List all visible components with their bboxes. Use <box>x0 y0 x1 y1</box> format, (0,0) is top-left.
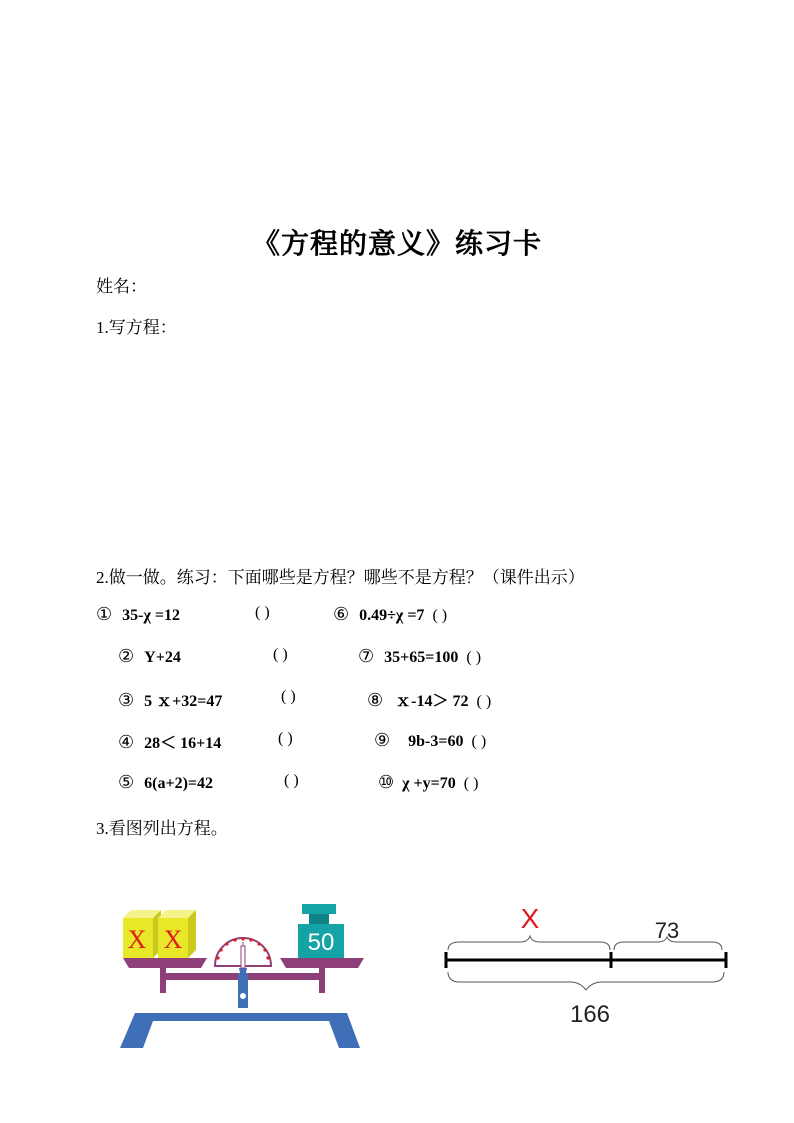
item-expression: 35+65=100 <box>384 649 459 666</box>
answer-blank[interactable]: ( ) <box>476 693 492 710</box>
item-expression: 9b-3=60 <box>408 733 464 750</box>
item-number: ⑤ <box>118 772 135 792</box>
item-expression: 35-χ =12 <box>122 607 180 624</box>
item-expression: Y+24 <box>144 649 181 666</box>
answer-blank[interactable]: ( ) <box>463 775 479 792</box>
answer-blank[interactable]: ( ) <box>432 607 448 624</box>
item-number: ⑥ <box>333 604 350 624</box>
item-number: ④ <box>118 732 135 752</box>
segment-unknown-label: X <box>520 903 540 934</box>
item-number: ① <box>96 604 113 624</box>
segment-diagram <box>440 898 735 1033</box>
item-number: ③ <box>118 690 135 710</box>
section-3-heading: 3.看图列出方程。 <box>96 819 228 838</box>
item-3 <box>118 688 222 711</box>
right-pan <box>280 958 364 968</box>
item-2 <box>118 646 181 667</box>
item-number: ⑩ <box>378 772 395 792</box>
item-expression: χ +y=70 <box>402 775 456 792</box>
answer-blank[interactable]: ( ) <box>255 604 270 621</box>
weight-block <box>298 904 344 958</box>
item-number: ⑨ <box>374 730 391 750</box>
name-label: 姓名： <box>96 277 147 296</box>
item-9 <box>374 730 486 751</box>
answer-blank[interactable]: ( ) <box>471 733 487 750</box>
unknown-box-right <box>158 910 196 958</box>
item-8 <box>367 688 491 711</box>
answer-blank[interactable]: ( ) <box>278 730 293 747</box>
scale-base-inner <box>143 1021 339 1048</box>
item-7 <box>358 646 481 667</box>
item-number: ⑧ <box>367 690 384 710</box>
page-title: 《方程的意义》练习卡 <box>251 229 542 260</box>
item-6 <box>333 604 447 625</box>
item-number: ⑦ <box>358 646 375 666</box>
item-expression: 0.49÷χ =7 <box>359 607 425 624</box>
item-10 <box>378 772 478 793</box>
item-expression: ｘ-14＞ 72 <box>395 693 469 710</box>
box-label: X <box>127 925 147 954</box>
answer-blank[interactable]: ( ) <box>273 646 288 663</box>
dial-needle <box>241 946 245 968</box>
item-expression: 5 ｘ+32=47 <box>144 693 223 710</box>
answer-blank[interactable]: ( ) <box>284 772 299 789</box>
item-expression: 6(a+2)=42 <box>144 775 214 792</box>
section-2-heading: 2.做一做。练习：下面哪些是方程？哪些不是方程？（课件出示） <box>96 568 585 587</box>
brace-part <box>614 937 722 950</box>
item-4 <box>118 730 221 753</box>
segment-part-label: 73 <box>654 918 680 943</box>
item-number: ② <box>118 646 135 666</box>
brace-total <box>448 972 724 990</box>
answer-blank[interactable]: ( ) <box>466 649 482 666</box>
unknown-box-left <box>123 910 161 958</box>
weight-label: 50 <box>307 929 335 956</box>
left-pan <box>123 958 207 968</box>
segment-total-label: 166 <box>569 1001 611 1028</box>
answer-blank[interactable]: ( ) <box>281 688 296 705</box>
balance-scale-diagram <box>115 898 370 1053</box>
section-1-heading: 1.写方程： <box>96 318 177 337</box>
item-1 <box>96 604 180 625</box>
box-label: X <box>163 925 183 954</box>
item-expression: 28＜ 16+14 <box>144 735 222 752</box>
brace-unknown <box>448 936 610 950</box>
item-5 <box>118 772 213 793</box>
